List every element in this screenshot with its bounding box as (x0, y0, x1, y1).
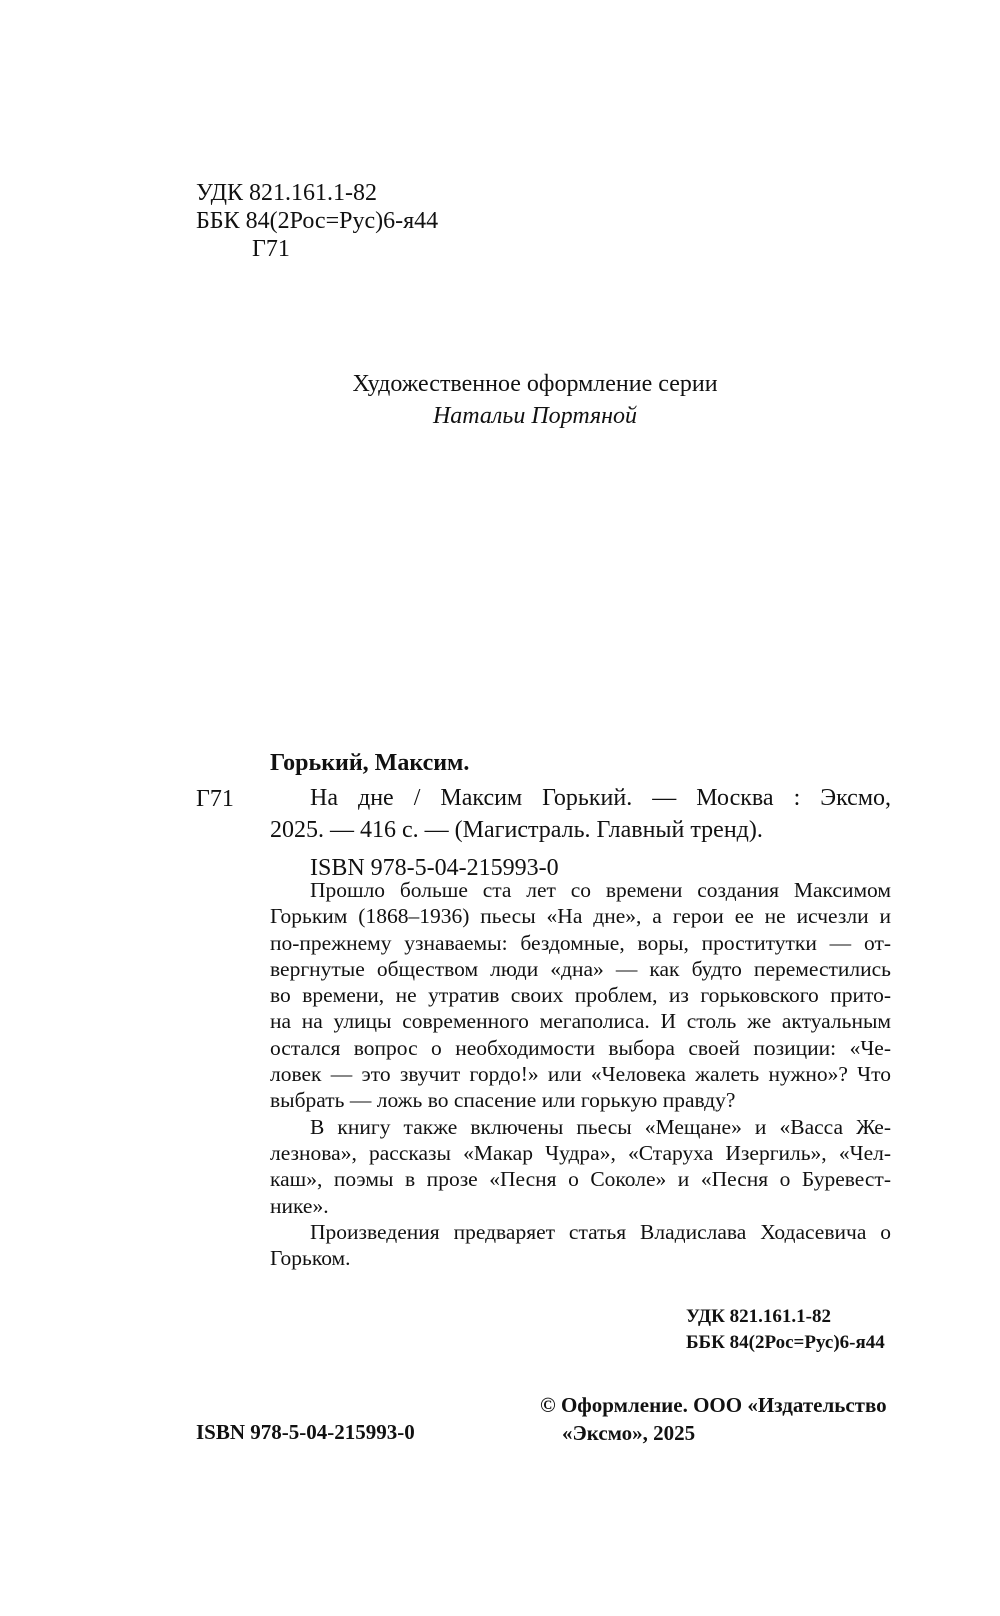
footer-isbn: ISBN 978-5-04-215993-0 (196, 1420, 415, 1444)
description-line: каш», поэмы в прозе «Песня о Соколе» и «Песня о Буревест- (270, 1167, 891, 1192)
description-line: на на улицы современного мегаполиса. И столь же актуальным (270, 1009, 891, 1034)
bibliographic-bbk: ББК 84(2Рос=Рус)6-я44 (686, 1332, 885, 1353)
copyright-line-2: «Эксмо», 2025 (562, 1421, 696, 1445)
description-line: остался вопрос о необходимости выбора своей позиции: «Че- (270, 1035, 891, 1060)
description-line: вергнутые обществом люди «дна» — как будто переместились (270, 956, 891, 981)
description-line: ловек — это звучит гордо!» или «Человека жалеть нужно»? Что (270, 1062, 891, 1087)
description-line: по-прежнему узнаваемы: бездомные, воры, проститутки — от- (270, 930, 891, 955)
series-design-credit: Художественное оформление серии (352, 371, 718, 397)
catalog-title-line: На дне / Максим Горький. — Москва : Эксмо, (310, 785, 891, 811)
description-line: во времени, не утратив своих проблем, из горьковского прито- (270, 983, 891, 1008)
catalog-author-sign: Г71 (196, 786, 234, 812)
header-bbk-code: ББК 84(2Рос=Рус)6-я44 (196, 208, 439, 234)
bibliographic-udk: УДК 821.161.1-82 (686, 1306, 831, 1327)
description-line: Горьким (1868–1936) пьесы «На дне», а герои ее не исчезли и (270, 904, 891, 929)
copyright-line-1: © Оформление. ООО «Издательство (540, 1393, 887, 1417)
description-line: В книгу также включены пьесы «Мещане» и «Васса Же- (310, 1114, 891, 1139)
book-description (270, 877, 891, 1271)
description-line: выбрать — ложь во спасение или горькую правду? (270, 1088, 736, 1113)
description-line: лезнова», рассказы «Макар Чудра», «Старуха Изергиль», «Чел- (270, 1140, 891, 1165)
catalog-author: Горький, Максим. (270, 750, 470, 776)
series-designer-name: Натальи Портяной (432, 403, 638, 429)
catalog-isbn: ISBN 978-5-04-215993-0 (310, 855, 559, 881)
header-author-sign: Г71 (252, 236, 290, 262)
description-line: нике». (270, 1193, 329, 1218)
header-udk-code: УДК 821.161.1-82 (196, 180, 377, 206)
description-line: Произведения предваряет статья Владислава Ходасевича о (310, 1219, 891, 1244)
description-line: Прошло больше ста лет со времени создания Максимом (310, 878, 891, 902)
description-line: Горьком. (270, 1246, 351, 1271)
catalog-imprint-line: 2025. — 416 с. — (Магистраль. Главный тренд). (270, 817, 763, 843)
catalog-entry (270, 782, 891, 884)
